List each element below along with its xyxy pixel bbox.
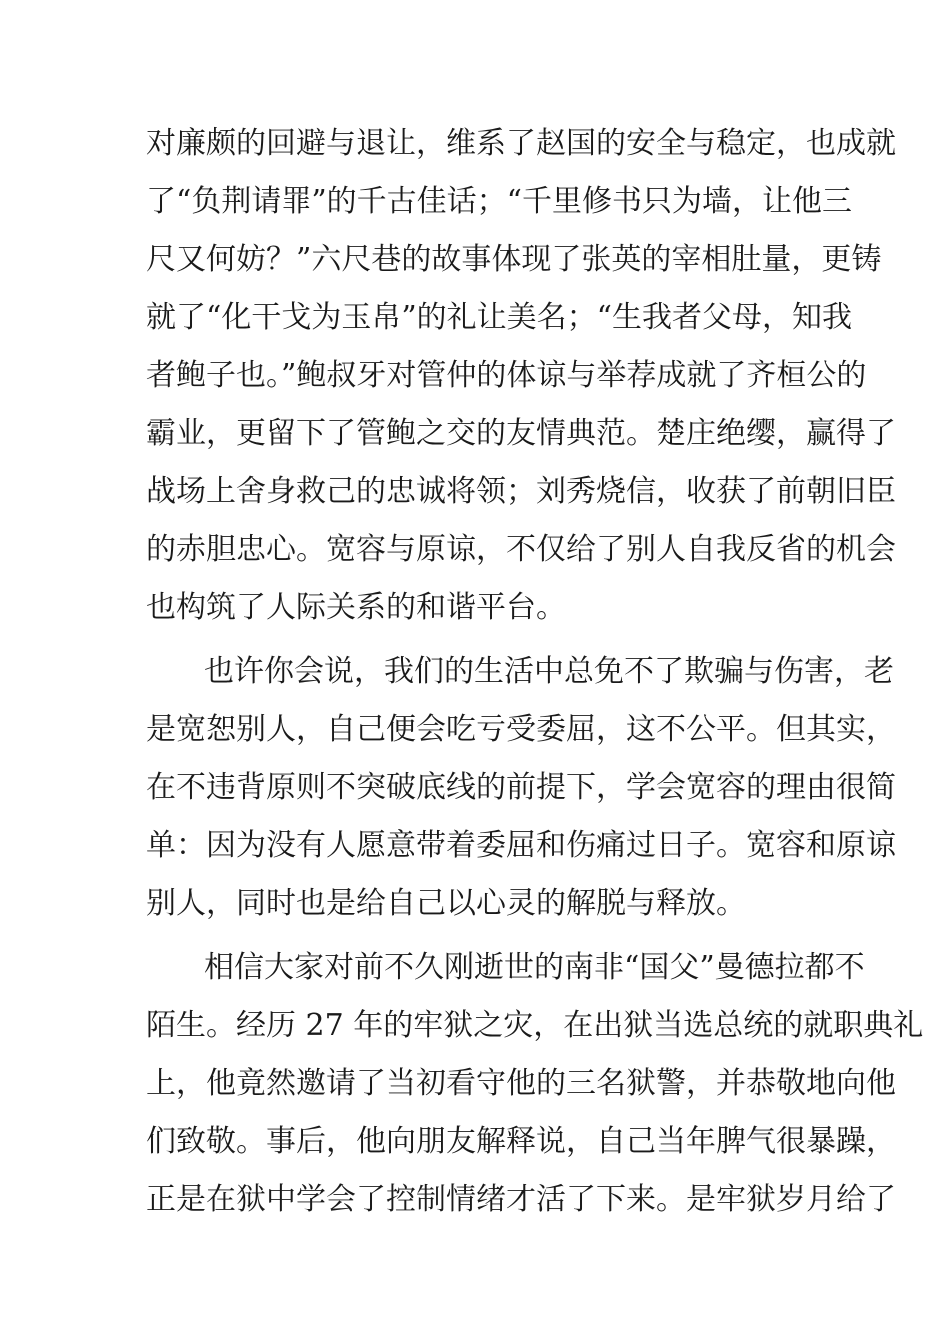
text-line: 也构筑了人际关系的和谐平台。 bbox=[146, 590, 566, 625]
text-line: 也许你会说，我们的生活中总免不了欺骗与伤害，老 bbox=[204, 654, 894, 689]
text-line: 别人，同时也是给自己以心灵的解脱与释放。 bbox=[146, 886, 746, 921]
text-line: 上，他竟然邀请了当初看守他的三名狱警，并恭敬地向他 bbox=[146, 1066, 896, 1101]
text-line: 单：因为没有人愿意带着委屈和伤痛过日子。宽容和原谅 bbox=[146, 828, 896, 863]
text-line: 正是在狱中学会了控制情绪才活了下来。是牢狱岁月给了 bbox=[146, 1182, 896, 1217]
text-line: 对廉颇的回避与退让，维系了赵国的安全与稳定，也成就 bbox=[146, 126, 896, 161]
text-line: 在不违背原则不突破底线的前提下，学会宽容的理由很简 bbox=[146, 770, 896, 805]
text-line: 相信大家对前不久刚逝世的南非“国父”曼德拉都不 bbox=[204, 950, 865, 985]
text-line: 霸业，更留下了管鲍之交的友情典范。楚庄绝缨，赢得了 bbox=[146, 416, 896, 451]
text-line: 尺又何妨？”六尺巷的故事体现了张英的宰相肚量，更铸 bbox=[146, 242, 882, 277]
text-line: 陌生。经历 27 年的牢狱之灾，在出狱当选总统的就职典礼 bbox=[146, 1008, 924, 1043]
paragraph bbox=[146, 943, 924, 1233]
text-line: 者鲍子也。”鲍叔牙对管仲的体谅与举荐成就了齐桓公的 bbox=[146, 358, 867, 393]
paragraph bbox=[146, 647, 896, 937]
text-line: 了“负荆请罪”的千古佳话；“千里修书只为墙，让他三 bbox=[146, 184, 853, 219]
text-line: 战场上舍身救己的忠诚将领；刘秀烧信，收获了前朝旧臣 bbox=[146, 474, 896, 509]
text-line: 就了“化干戈为玉帛”的礼让美名；“生我者父母，知我 bbox=[146, 300, 853, 335]
text-line: 们致敬。事后，他向朋友解释说，自己当年脾气很暴躁， bbox=[146, 1124, 896, 1159]
text-line: 是宽恕别人，自己便会吃亏受委屈，这不公平。但其实， bbox=[146, 712, 896, 747]
text-line: 的赤胆忠心。宽容与原谅，不仅给了别人自我反省的机会 bbox=[146, 532, 896, 567]
paragraph bbox=[146, 119, 896, 641]
document-body bbox=[146, 119, 924, 1233]
